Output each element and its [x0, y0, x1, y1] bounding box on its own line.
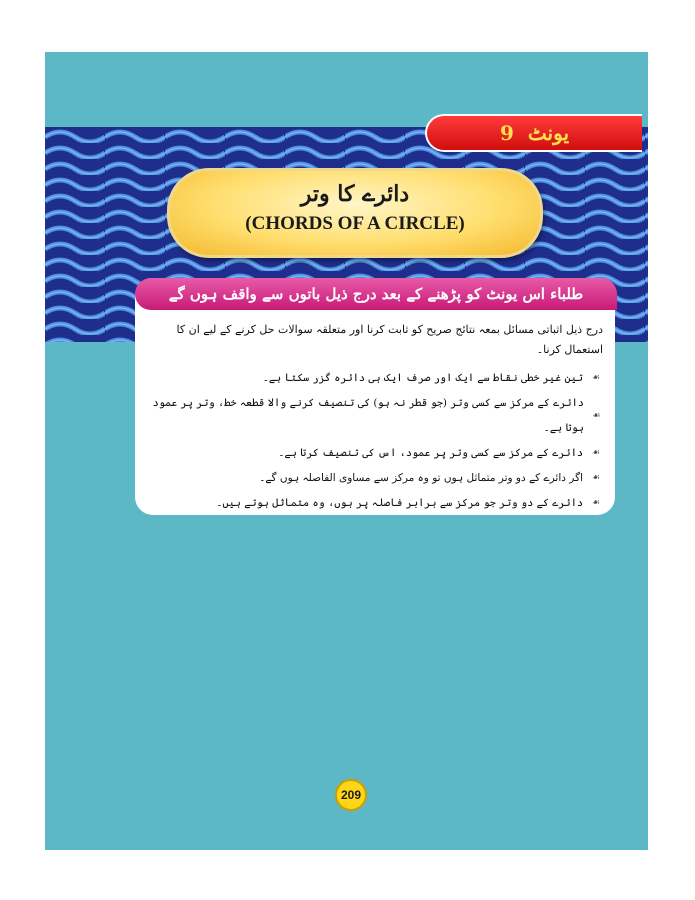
list-item-text: دائرے کے دو وتر جو مرکز سے برابر فاصلہ پر ہوں، وہ متماثل ہوتے ہیں۔ — [216, 497, 583, 509]
list-item-text: دائرے کے مرکز سے کسی وتر (جو قطر نہ ہو) کی تنصیف کرنے والا قطعہ خط، وتر پر عمود ہوتا ہے۔ — [152, 397, 584, 434]
page-title-english: (CHORDS OF A CIRCLE) — [245, 213, 465, 234]
intro-text: درج ذیل اثباتی مسائل بمعہ نتائج صریح کو ثابت کرنا اور متعلقہ سوالات حل کرنے کے لیے ان کا استعمال کرنا۔ — [176, 323, 603, 356]
list-item — [141, 391, 603, 441]
bullet-icon: ☙ — [592, 410, 601, 421]
list-item-text: تین غیر خطی نقاط سے ایک اور صرف ایک ہی دائرہ گزر سکتا ہے۔ — [262, 372, 583, 384]
card-body — [141, 320, 603, 516]
list-item — [141, 441, 603, 466]
page-title-urdu: دائرے کا وتر — [300, 181, 410, 207]
objectives-list — [141, 366, 603, 516]
unit-label: یونٹ — [527, 121, 570, 145]
bullet-icon: ☙ — [591, 373, 601, 383]
bullet-icon: ☙ — [591, 448, 601, 458]
list-item — [141, 491, 603, 516]
page-number: 209 — [335, 779, 367, 811]
objectives-banner: طلباء اس یونٹ کو پڑھنے کے بعد درج ذیل باتوں سے واقف ہوں گے — [135, 278, 617, 310]
page-panel — [45, 52, 648, 850]
bullet-icon: ☙ — [591, 473, 601, 483]
title-pill — [167, 168, 543, 258]
unit-tag — [425, 114, 642, 152]
bullet-icon: ☙ — [591, 498, 601, 508]
list-item-text: دائرے کے مرکز سے کسی وتر پر عمود، اس کی تنصیف کرتا ہے۔ — [278, 447, 583, 459]
list-item — [141, 466, 603, 491]
list-item-text: اگر دائرے کے دو وتر متماثل ہوں تو وہ مرکز سے مساوی الفاصلہ ہوں گے۔ — [259, 472, 583, 484]
list-item — [141, 366, 603, 391]
unit-number: 9 — [499, 121, 514, 145]
